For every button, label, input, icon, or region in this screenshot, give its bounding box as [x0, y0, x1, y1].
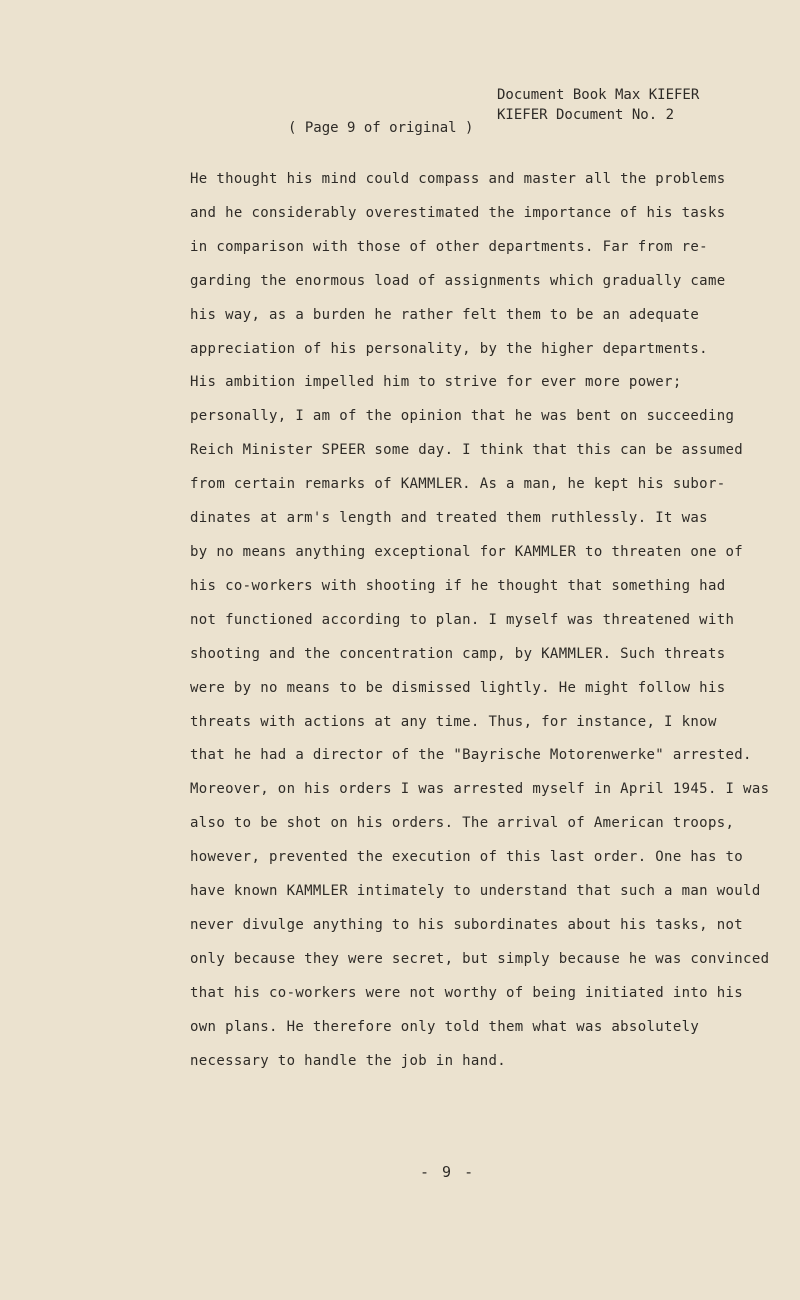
body-line: personally, I am of the opinion that he was bent on succeeding [190, 408, 735, 425]
body-line: however, prevented the execution of this last order. One has to [190, 849, 744, 866]
body-line: his co-workers with shooting if he thought that something had [190, 577, 726, 594]
body-line: own plans. He therefore only told them what was absolutely [190, 1018, 700, 1035]
body-line: Reich Minister SPEER some day. I think that this can be assumed [190, 442, 744, 459]
body-line: his way, as a burden he rather felt them to be an adequate [190, 306, 700, 323]
body-line: garding the enormous load of assignments which gradually came [190, 272, 726, 289]
body-line: never divulge anything to his subordinates about his tasks, not [190, 916, 744, 933]
body-text [190, 163, 770, 1078]
body-line: that he had a director of the "Bayrische Motorenwerke" arrested. [190, 747, 752, 764]
body-line: have known KAMMLER intimately to understand that such a man would [190, 883, 761, 900]
body-line: also to be shot on his orders. The arrival of American troops, [190, 815, 735, 832]
body-line: shooting and the concentration camp, by KAMMLER. Such threats [190, 645, 726, 662]
page-number: - 9 - [420, 1163, 476, 1181]
header-document-line: KIEFER Document No. 2 [497, 107, 675, 123]
body-line: His ambition impelled him to strive for ever more power; [190, 374, 682, 391]
document-header [497, 85, 699, 125]
body-line: dinates at arm's length and treated them ruthlessly. It was [190, 510, 708, 527]
body-line: in comparison with those of other departments. Far from re- [190, 238, 708, 255]
body-line: only because they were secret, but simply because he was convinced [190, 950, 770, 967]
body-line: threats with actions at any time. Thus, for instance, I know [190, 713, 717, 730]
body-line: and he considerably overestimated the importance of his tasks [190, 204, 726, 221]
body-line: from certain remarks of KAMMLER. As a man, he kept his subor- [190, 476, 726, 493]
body-line: not functioned according to plan. I myself was threatened with [190, 611, 735, 628]
body-line: appreciation of his personality, by the higher departments. [190, 340, 708, 357]
body-line: necessary to handle the job in hand. [190, 1052, 507, 1069]
header-book-line: Document Book Max KIEFER [497, 87, 700, 103]
body-line: were by no means to be dismissed lightly. He might follow his [190, 679, 726, 696]
page-reference: ( Page 9 of original ) [288, 120, 474, 136]
body-line: He thought his mind could compass and master all the problems [190, 171, 726, 187]
body-line: that his co-workers were not worthy of being initiated into his [190, 984, 744, 1001]
body-line: by no means anything exceptional for KAMMLER to threaten one of [190, 543, 744, 560]
body-line: Moreover, on his orders I was arrested myself in April 1945. I was [190, 781, 770, 798]
